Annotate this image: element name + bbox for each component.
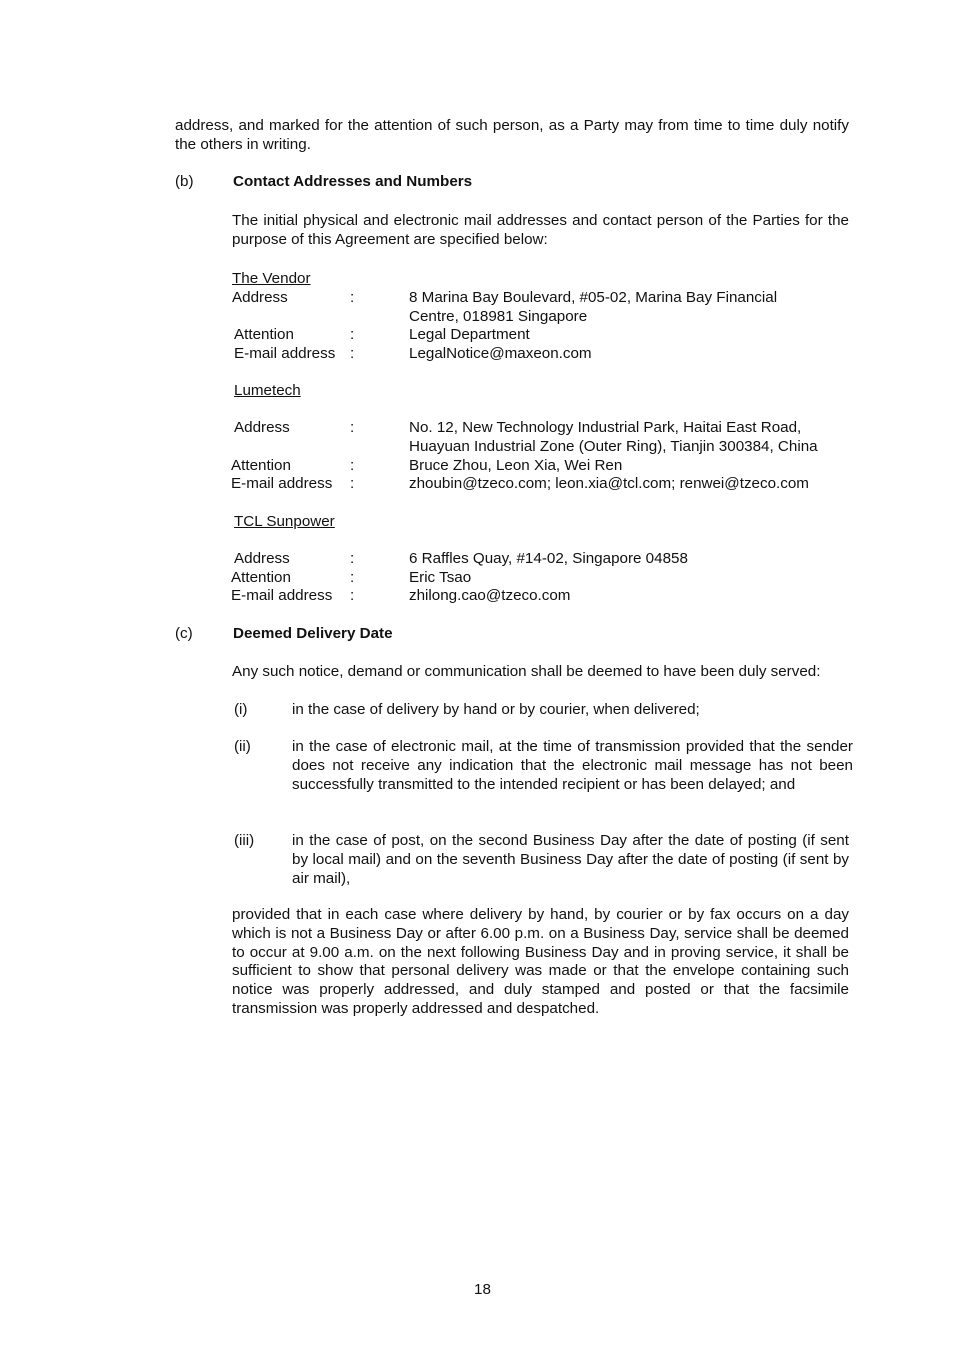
vendor-address-label: Address [232,289,288,306]
tcl-email-label: E-mail address [231,587,333,604]
lumetech-email-label: E-mail address [231,475,333,492]
item-ii-line-3: not been successfully transmitted to the intended recipient or has been delayed; [292,756,853,793]
item-iii-line-3: (if sent by air mail), [292,850,849,887]
lumetech-address-colon: : [350,419,355,436]
tcl-email: zhilong.cao@tzeco.com [409,587,571,604]
section-b-intro-line-1: The initial physical and electronic mail addresses and contact person of the Parties for [232,212,823,229]
tcl-email-colon: : [350,587,355,604]
item-ii-text [292,738,853,794]
lumetech-name: Lumetech [234,382,301,399]
proviso-line-3: deemed to occur at 9.00 a.m. on the next following Business Day and in proving service, [232,924,849,961]
item-ii-line-4: and [769,775,796,793]
item-iii-marker: (iii) [234,832,255,849]
proviso-line-1: provided that in each case where delivery by hand, by courier or by fax occurs on a day [232,906,849,923]
section-b-heading: Contact Addresses and Numbers [233,173,473,190]
section-c-heading: Deemed Delivery Date [233,625,393,642]
item-ii-line-1: in the case of electronic mail, at the time of transmission provided that the [292,738,802,755]
vendor-address-line-2: Centre, 018981 Singapore [409,308,588,325]
vendor-address-line-1: 8 Marina Bay Boulevard, #05-02, Marina Bay Financial [409,289,778,306]
item-ii-marker: (ii) [234,738,251,755]
intro-line-1: address, and marked for the attention of such person, as a Party may from time to time duly [175,117,808,134]
lumetech-attention-label: Attention [231,457,291,474]
lumetech-address-line-2: Huayuan Industrial Zone (Outer Ring), Tianjin 300384, China [409,438,818,455]
item-iii-line-2: sent by local mail) and on the seventh Business Day after the date of posting [292,832,849,868]
tcl-address-label: Address [234,550,290,567]
section-b-intro [232,212,849,250]
intro-paragraph [175,117,849,155]
tcl-attention-label: Attention [231,569,291,586]
section-c-marker: (c) [175,625,193,642]
lumetech-email: zhoubin@tzeco.com; leon.xia@tcl.com; renwei@tzeco.com [409,475,809,492]
section-c-intro: Any such notice, demand or communication shall be deemed to have been duly served: [232,663,821,680]
item-i-marker: (i) [234,701,248,718]
lumetech-email-colon: : [350,475,355,492]
proviso-line-2: which is not a Business Day or after 6.00 p.m. on a Business Day, service shall be [232,924,790,942]
item-iii-text [292,832,849,888]
tcl-attention: Eric Tsao [409,569,472,586]
lumetech-address-line-1: No. 12, New Technology Industrial Park, Haitai East Road, [409,419,802,436]
vendor-email-colon: : [350,345,355,362]
item-iii-line-1: in the case of post, on the second Business Day after the date of posting (if [292,832,815,849]
proviso-line-5: containing such notice was properly addressed, and duly stamped and posted or that [232,962,849,999]
vendor-address-colon: : [350,289,355,306]
lumetech-attention: Bruce Zhou, Leon Xia, Wei Ren [409,457,623,474]
tcl-attention-colon: : [350,569,355,586]
proviso-paragraph [232,906,849,1019]
vendor-email-label: E-mail address [234,345,336,362]
vendor-attention-label: Attention [234,326,294,343]
vendor-name: The Vendor [232,270,311,287]
vendor-attention: Legal Department [409,326,530,343]
section-b-marker: (b) [175,173,194,190]
proviso-line-4: it shall be sufficient to show that personal delivery was made or that the envelope [232,943,849,980]
vendor-email: LegalNotice@maxeon.com [409,345,592,362]
page-number: 18 [474,1281,491,1298]
section-b-intro-line-2: the purpose of this Agreement are specified below: [232,212,849,248]
tcl-name: TCL Sunpower [234,513,335,530]
vendor-attention-colon: : [350,326,355,343]
tcl-address: 6 Raffles Quay, #14-02, Singapore 04858 [409,550,688,567]
lumetech-attention-colon: : [350,457,355,474]
proviso-line-6: the facsimile transmission was properly addressed and despatched. [232,981,849,1017]
item-ii-line-2: sender does not receive any indication that the electronic mail message has [292,738,853,774]
item-i-text: in the case of delivery by hand or by courier, when delivered; [292,701,700,718]
lumetech-address-label: Address [234,419,290,436]
intro-line-2: notify the others in writing. [175,117,849,153]
tcl-address-colon: : [350,550,355,567]
